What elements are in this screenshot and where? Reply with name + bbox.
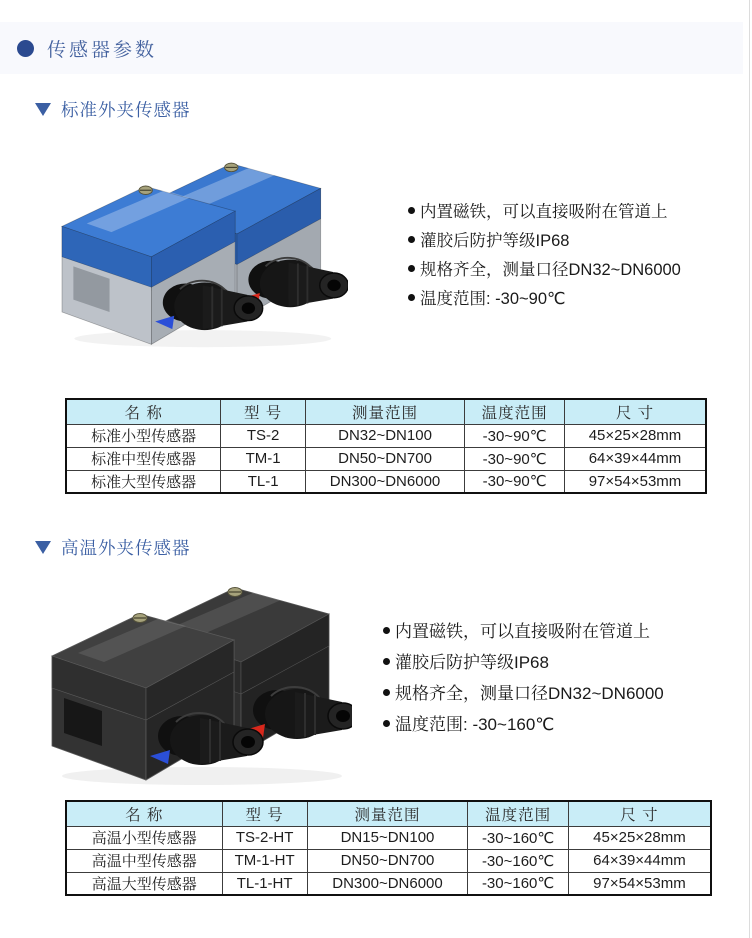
feature-text: 内置磁铁，可以直接吸附在管道上 [395, 622, 650, 641]
table-header-cell: 测量范围 [305, 399, 464, 424]
feature-text: 灌胶后防护等级IP68 [395, 653, 549, 672]
table-cell: 64×39×44mm [568, 849, 711, 872]
table-cell: -30~90℃ [465, 447, 565, 470]
table-row [66, 872, 711, 895]
table-cell: 标准小型传感器 [66, 424, 221, 447]
table-cell: 45×25×28mm [568, 826, 711, 849]
table-cell: DN50~DN700 [307, 849, 468, 872]
section-heading-label: 标准外夹传感器 [61, 100, 191, 120]
feature-item [383, 678, 738, 709]
table-header-cell: 名 称 [66, 399, 221, 424]
table-cell: -30~160℃ [468, 826, 569, 849]
feature-item [383, 616, 738, 647]
bullet-dot-icon [408, 265, 415, 272]
table-row [66, 424, 706, 447]
title-band [0, 22, 743, 74]
table-cell: TM-1 [221, 447, 305, 470]
spec-table-hightemp [65, 800, 712, 896]
section-bullet-icon [17, 40, 34, 57]
feature-list-standard [408, 198, 743, 314]
feature-text: 温度范围: -30~160℃ [395, 715, 555, 734]
table-cell: TM-1-HT [222, 849, 307, 872]
section-heading-label: 高温外夹传感器 [61, 538, 191, 558]
table-cell: 标准中型传感器 [66, 447, 221, 470]
table-cell: TL-1-HT [222, 872, 307, 895]
feature-text: 温度范围: -30~90℃ [420, 290, 566, 308]
table-cell: 64×39×44mm [565, 447, 706, 470]
table-cell: 97×54×53mm [565, 470, 706, 493]
table-cell: -30~90℃ [465, 424, 565, 447]
section-heading-hightemp [35, 535, 191, 560]
triangle-down-icon [35, 103, 51, 116]
table-cell: -30~90℃ [465, 470, 565, 493]
page-title: 传感器参数 [47, 39, 158, 61]
table-header-row [66, 801, 711, 826]
bullet-dot-icon [383, 627, 390, 634]
table-cell: TS-2-HT [222, 826, 307, 849]
feature-item [408, 285, 743, 314]
table-header-cell: 型 号 [222, 801, 307, 826]
table-row [66, 470, 706, 493]
table-cell: 97×54×53mm [568, 872, 711, 895]
feature-text: 灌胶后防护等级IP68 [420, 232, 570, 250]
page-right-edge-line [749, 0, 750, 938]
feature-text: 内置磁铁，可以直接吸附在管道上 [420, 203, 668, 221]
table-cell: DN50~DN700 [305, 447, 464, 470]
bullet-dot-icon [383, 689, 390, 696]
table-cell: DN300~DN6000 [305, 470, 464, 493]
feature-text: 规格齐全，测量口径DN32~DN6000 [420, 261, 681, 279]
table-row [66, 826, 711, 849]
feature-text: 规格齐全，测量口径DN32~DN6000 [395, 684, 664, 703]
table-cell: 标准大型传感器 [66, 470, 221, 493]
feature-item [408, 198, 743, 227]
table-cell: 高温小型传感器 [66, 826, 222, 849]
table-header-cell: 名 称 [66, 801, 222, 826]
table-cell: DN15~DN100 [307, 826, 468, 849]
feature-item [383, 647, 738, 678]
section-heading-standard [35, 97, 191, 122]
triangle-down-icon [35, 541, 51, 554]
table-cell: 高温中型传感器 [66, 849, 222, 872]
table-header-row [66, 399, 706, 424]
feature-list-hightemp [383, 616, 738, 740]
feature-item [383, 709, 738, 740]
table-cell: -30~160℃ [468, 872, 569, 895]
bullet-dot-icon [383, 720, 390, 727]
table-header-cell: 温度范围 [468, 801, 569, 826]
table-cell: 45×25×28mm [565, 424, 706, 447]
table-cell: -30~160℃ [468, 849, 569, 872]
table-header-cell: 型 号 [221, 399, 305, 424]
feature-item [408, 256, 743, 285]
table-header-cell: 测量范围 [307, 801, 468, 826]
feature-item [408, 227, 743, 256]
table-row [66, 849, 711, 872]
table-cell: TL-1 [221, 470, 305, 493]
hightemp-sensors-image [42, 582, 352, 787]
bullet-dot-icon [408, 207, 415, 214]
standard-sensors-image [48, 156, 348, 351]
table-header-cell: 温度范围 [465, 399, 565, 424]
table-cell: DN300~DN6000 [307, 872, 468, 895]
spec-table-standard [65, 398, 707, 494]
bullet-dot-icon [408, 236, 415, 243]
table-cell: TS-2 [221, 424, 305, 447]
bullet-dot-icon [383, 658, 390, 665]
table-row [66, 447, 706, 470]
table-header-cell: 尺 寸 [568, 801, 711, 826]
table-cell: 高温大型传感器 [66, 872, 222, 895]
bullet-dot-icon [408, 294, 415, 301]
table-cell: DN32~DN100 [305, 424, 464, 447]
table-header-cell: 尺 寸 [565, 399, 706, 424]
